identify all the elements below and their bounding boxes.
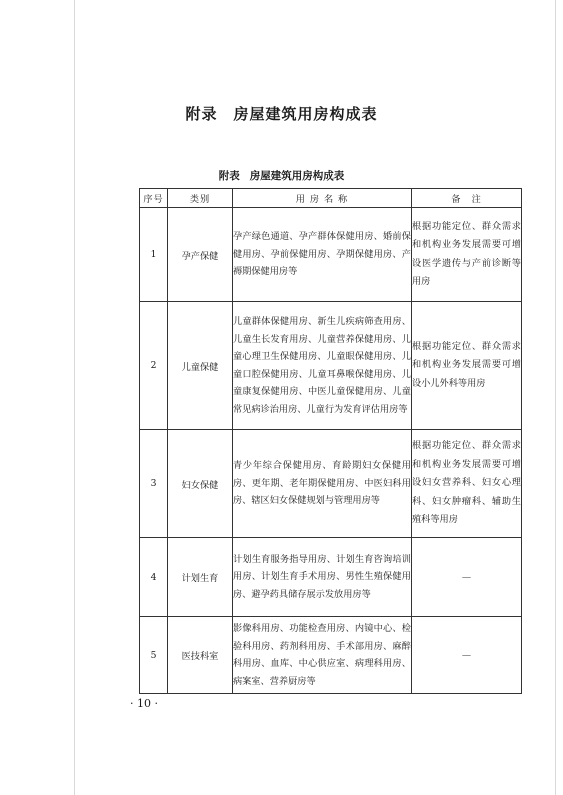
row-number: 3	[140, 430, 168, 538]
row-rooms: 影像科用房、功能检查用房、内镜中心、检验科用房、药剂科用房、手术部用房、麻醉科用房、血库、中心供应室、病理科用房、病案室、营养厨房等	[233, 617, 412, 694]
header-note: 备 注	[412, 189, 522, 208]
table-row	[140, 617, 522, 694]
row-note: 根据功能定位、群众需求和机构业务发展需要可增设小儿外科等用房	[412, 302, 522, 430]
row-category: 儿童保健	[168, 302, 233, 430]
header-number: 序号	[140, 189, 168, 208]
table-caption	[0, 168, 563, 183]
room-composition-table	[139, 188, 522, 694]
table-header-row	[140, 189, 522, 208]
header-room-names: 用 房 名 称	[233, 189, 412, 208]
table-caption-prefix: 附表	[218, 170, 240, 182]
page-number: · 10 ·	[130, 697, 158, 710]
table-row	[140, 538, 522, 617]
row-note: 根据功能定位、群众需求和机构业务发展需要可增设妇女营养科、妇女心理科、妇女肿瘤科、辅助生殖科等用房	[412, 430, 522, 538]
row-number: 4	[140, 538, 168, 617]
row-rooms: 孕产绿色通道、孕产群体保健用房、婚前保健用房、孕前保健用房、孕期保健用房、产褥期保健用房等	[233, 208, 412, 302]
page-title-prefix: 附录	[185, 105, 218, 123]
row-category: 孕产保健	[168, 208, 233, 302]
row-rooms: 儿童群体保健用房、新生儿疾病筛查用房、儿童生长发育用房、儿童营养保健用房、儿童心理卫生保健用房、儿童眼保健用房、儿童口腔保健用房、儿童耳鼻喉保健用房、儿童康复保健用房、中医儿童保健用房、儿童常见病诊治用房、儿童行为发育评估用房等	[233, 302, 412, 430]
row-category: 妇女保健	[168, 430, 233, 538]
page-title-text: 房屋建筑用房构成表	[233, 105, 378, 123]
row-number: 2	[140, 302, 168, 430]
table-row	[140, 430, 522, 538]
row-note: —	[412, 617, 522, 694]
header-category: 类别	[168, 189, 233, 208]
row-number: 5	[140, 617, 168, 694]
table-caption-text: 房屋建筑用房构成表	[249, 170, 345, 182]
row-note: 根据功能定位、群众需求和机构业务发展需要可增设医学遗传与产前诊断等用房	[412, 208, 522, 302]
table-row	[140, 208, 522, 302]
row-note: —	[412, 538, 522, 617]
page-title	[0, 103, 563, 124]
row-number: 1	[140, 208, 168, 302]
row-rooms: 青少年综合保健用房、育龄期妇女保健用房、更年期、老年期保健用房、中医妇科用房、辖区妇女保健规划与管理用房等	[233, 430, 412, 538]
row-category: 医技科室	[168, 617, 233, 694]
row-category: 计划生育	[168, 538, 233, 617]
row-rooms: 计划生育服务指导用房、计划生育咨询培训用房、计划生育手术用房、男性生殖保健用房、避孕药具储存展示发放用房等	[233, 538, 412, 617]
table-row	[140, 302, 522, 430]
